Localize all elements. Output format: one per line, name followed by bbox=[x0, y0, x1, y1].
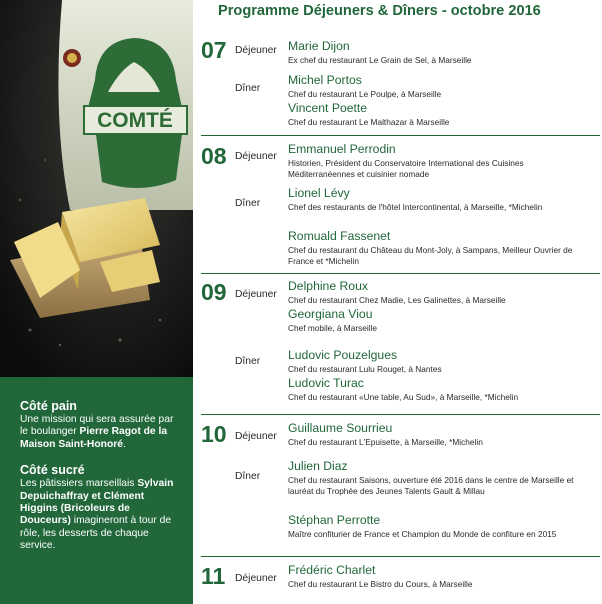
left-column bbox=[0, 0, 193, 604]
chef-name: Emmanuel Perrodin bbox=[288, 142, 396, 156]
chef-name: Stéphan Perrotte bbox=[288, 513, 381, 527]
cote-sucre-heading: Côté sucré bbox=[20, 463, 85, 478]
chef-entry bbox=[288, 39, 578, 66]
meal-label: Déjeuner bbox=[235, 431, 277, 442]
chef-entry bbox=[288, 186, 578, 213]
chef-entry bbox=[288, 307, 578, 334]
meal-label: Dîner bbox=[235, 198, 261, 209]
chef-description: Chef des restaurants de l'hôtel Intercontinental, à Marseille, *Michelin bbox=[288, 202, 543, 212]
chef-description: Historien, Président du Conservatoire International des Cuisines Méditerranéennes et cuisinier nomade bbox=[288, 158, 524, 179]
chef-description: Maître confiturier de France et Champion du Monde de confiture en 2015 bbox=[288, 529, 557, 539]
chef-name: Romuald Fassenet bbox=[288, 229, 391, 243]
meal-label: Dîner bbox=[235, 356, 261, 367]
chef-entry bbox=[288, 459, 578, 497]
cote-pain-text bbox=[20, 414, 183, 451]
chef-entry bbox=[288, 101, 578, 128]
chef-description: Chef du restaurant «Une table, Au Sud», à Marseille, *Michelin bbox=[288, 392, 519, 402]
cheese-photo bbox=[0, 0, 193, 377]
divider bbox=[201, 414, 600, 415]
chef-description: Chef du restaurant Le Bistro du Cours, à Marseille bbox=[288, 579, 473, 589]
cote-sucre-text-b: imagineront à tour de rôle, les desserts de chaque service. bbox=[20, 515, 172, 552]
chef-description: Chef mobile, à Marseille bbox=[288, 323, 377, 333]
day-number: 10 bbox=[201, 421, 227, 447]
chef-description: Chef du restaurant L'Epuisette, à Marseille, *Michelin bbox=[288, 437, 483, 447]
divider bbox=[201, 273, 600, 274]
chef-description: Chef du restaurant Le Poulpe, à Marseille bbox=[288, 89, 442, 99]
sidebar-panel bbox=[0, 377, 193, 604]
comte-label-text: COMTÉ bbox=[97, 109, 173, 132]
chef-entry bbox=[288, 229, 578, 267]
chef-entry bbox=[288, 73, 578, 100]
chef-name: Vincent Poette bbox=[288, 101, 368, 115]
meal-label: Déjeuner bbox=[235, 289, 277, 300]
chef-description: Chef du restaurant Le Malthazar à Marseille bbox=[288, 117, 450, 127]
day-number: 09 bbox=[201, 279, 227, 305]
cote-pain-heading: Côté pain bbox=[20, 399, 77, 413]
page-title: Programme Déjeuners & Dîners - octobre 2016 bbox=[218, 3, 541, 19]
chef-name: Ludovic Pouzelgues bbox=[288, 348, 398, 362]
chef-name: Ludovic Turac bbox=[288, 376, 364, 390]
chef-name: Delphine Roux bbox=[288, 279, 368, 293]
chef-description: Chef du restaurant Lulu Rouget, à Nantes bbox=[288, 364, 442, 374]
chef-description: Chef du restaurant Chez Madie, Les Galinettes, à Marseille bbox=[288, 295, 506, 305]
chef-entry bbox=[288, 348, 578, 375]
chef-description: Ex chef du restaurant Le Grain de Sel, à Marseille bbox=[288, 55, 472, 65]
day-number: 07 bbox=[201, 37, 227, 63]
chef-name: Marie Dijon bbox=[288, 39, 350, 53]
chef-entry bbox=[288, 376, 578, 403]
divider bbox=[201, 135, 600, 136]
cote-sucre-text bbox=[20, 478, 183, 552]
chef-description: Chef du restaurant du Château du Mont-Joly, à Sampans, Meilleur Ouvrier de France et *Michelin bbox=[288, 245, 573, 266]
divider bbox=[201, 556, 600, 557]
meal-label: Déjeuner bbox=[235, 151, 277, 162]
meal-label: Déjeuner bbox=[235, 45, 277, 56]
day-number: 11 bbox=[201, 563, 226, 589]
comte-cheese-image bbox=[0, 0, 193, 377]
meal-label: Dîner bbox=[235, 471, 261, 482]
chef-name: Michel Portos bbox=[288, 73, 362, 87]
chef-entry bbox=[288, 142, 578, 180]
cote-pain-bold: Pierre Ragot de la Maison Saint-Honoré bbox=[20, 426, 168, 450]
chef-entry bbox=[288, 421, 578, 448]
chef-entry bbox=[288, 513, 578, 540]
meal-label: Dîner bbox=[235, 83, 261, 94]
cote-sucre-text-a: Les pâtissiers marseillais bbox=[20, 478, 138, 490]
chef-name: Frédéric Charlet bbox=[288, 563, 376, 577]
cote-sucre-bold: Sylvain Depuichaffray et Clément Higgins (Bricoleurs de Douceurs) bbox=[20, 478, 174, 527]
day-number: 08 bbox=[201, 143, 227, 169]
chef-name: Guillaume Sourrieu bbox=[288, 421, 393, 435]
cote-pain-text-b: . bbox=[122, 438, 126, 450]
chef-name: Julien Diaz bbox=[288, 459, 348, 473]
cote-pain-text-a: Une mission qui sera assurée par le boulanger bbox=[20, 414, 174, 438]
chef-entry bbox=[288, 563, 578, 590]
chef-name: Georgiana Viou bbox=[288, 307, 373, 321]
meal-label: Déjeuner bbox=[235, 573, 277, 584]
chef-name: Lionel Lévy bbox=[288, 186, 350, 200]
chef-description: Chef du restaurant Saisons, ouverture été 2016 dans le centre de Marseille et lauréat du Trophée des Jeunes Talents Gault & Millau bbox=[288, 475, 574, 496]
chef-entry bbox=[288, 279, 578, 306]
